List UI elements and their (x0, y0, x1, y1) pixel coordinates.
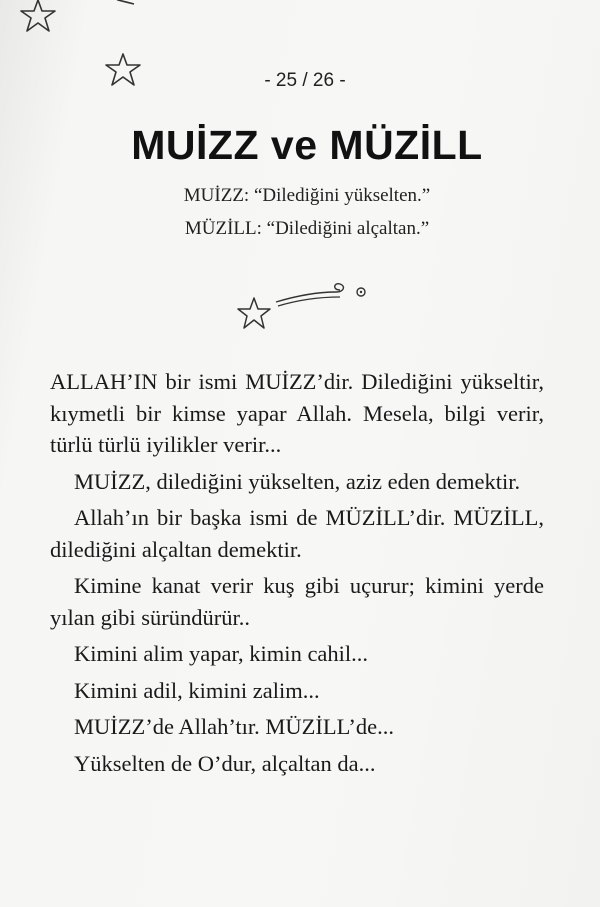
definition-muzill: MÜZİLL: “Dilediğini alçaltan.” (184, 218, 430, 239)
body-text (50, 366, 544, 784)
definition-muizz: MUİZZ: “Dilediğini yükselten.” (183, 185, 431, 206)
page-title: MUİZZ ve MÜZİLL (131, 122, 483, 168)
page-number: - 25 / 26 - (264, 70, 346, 91)
paragraph: ALLAH’IN bir ismi MUİZZ’dir. Dilediğini yükseltir, kıymetli bir kimse yapar Allah. Mesela, bilgi verir, türlü türlü iyilikler verir... (50, 369, 544, 457)
star-outline-icon (18, 0, 60, 36)
paragraph: MUİZZ, dilediğini yükselten, aziz eden demektir. (74, 468, 521, 494)
paragraph: Kimine kanat verir kuş gibi uçurur; kimini yerde yılan gibi süründürür.. (50, 573, 544, 630)
paragraph: Yükselten de O’dur, alçaltan da... (74, 750, 376, 776)
paragraph: Allah’ın bir başka ismi de MÜZİLL’dir. MÜZİLL, dilediğini alçaltan demektir. (50, 505, 544, 562)
swirl-ornament-icon (236, 278, 376, 334)
paragraph: Kimini alim yapar, kimin cahil... (74, 641, 369, 666)
paragraph: MUİZZ’de Allah’tır. MÜZİLL’de... (74, 714, 394, 739)
star-outline-icon (104, 0, 144, 14)
paragraph: Kimini adil, kimini zalim... (74, 677, 320, 703)
